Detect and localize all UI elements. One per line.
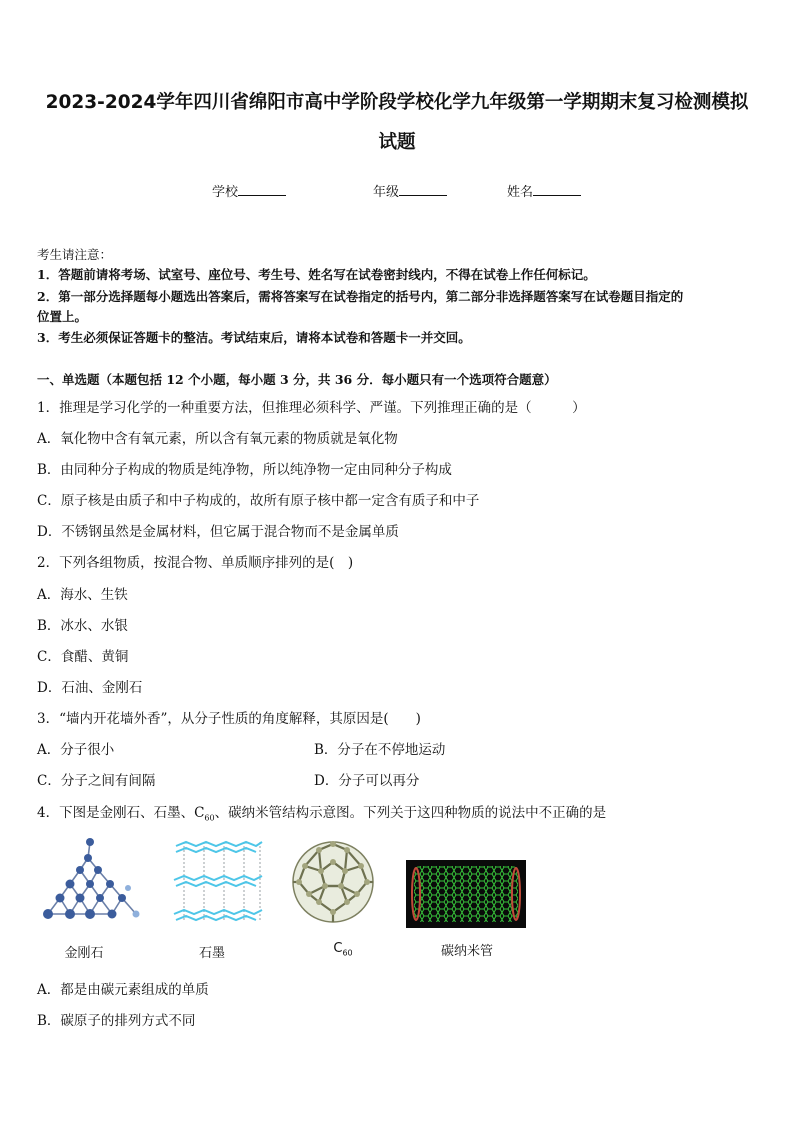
name-field[interactable]: 姓名 [507, 181, 581, 200]
q1-option-c[interactable]: C．原子核是由质子和中子构成的，故所有原子核中都一定含有质子和中子 [37, 493, 480, 509]
c60-caption: $C_{60}$ [333, 941, 353, 958]
notice-item: 位置上。 [37, 309, 88, 324]
q4-option-a[interactable]: A．都是由碳元素组成的单质 [37, 982, 209, 998]
school-blank[interactable] [238, 183, 286, 196]
name-blank[interactable] [533, 183, 581, 196]
school-field[interactable]: 学校 [212, 181, 286, 200]
page-title-continued: 试题 [378, 132, 416, 153]
q3-option-d[interactable]: D．分子可以再分 [314, 773, 420, 789]
q3-option-b[interactable]: B．分子在不停地运动 [314, 742, 446, 758]
question-1-stem: 1．推理是学习化学的一种重要方法，但推理必须科学、严谨。下列推理正确的是（ ） [37, 400, 586, 416]
q3-option-a[interactable]: A．分子很小 [37, 742, 115, 758]
notice-item: 1．答题前请将考场、试室号、座位号、考生号、姓名写在试卷密封线内，不得在试卷上作任何标记。 [37, 267, 596, 282]
q2-option-a[interactable]: A．海水、生铁 [37, 587, 128, 603]
carbon-nanotube-image [406, 860, 526, 928]
q1-option-a[interactable]: A．氧化物中含有氧元素，所以含有氧元素的物质就是氧化物 [37, 431, 398, 447]
graphite-caption: 石墨 [198, 946, 225, 961]
notice-item: 3．考生必须保证答题卡的整洁。考试结束后，请将本试卷和答题卡一并交回。 [37, 330, 471, 345]
q3-option-c[interactable]: C．分子之间有间隔 [37, 773, 156, 789]
notice-heading: 考生请注意： [37, 247, 113, 262]
section-heading: 一、单选题（本题包括 12 个小题，每小题 3 分，共 36 分．每小题只有一个选项符合题意） [37, 372, 557, 387]
q2-option-b[interactable]: B．冰水、水银 [37, 618, 128, 634]
q2-option-d[interactable]: D．石油、金刚石 [37, 680, 143, 696]
grade-blank[interactable] [399, 183, 447, 196]
c60-fullerene-image [285, 836, 381, 928]
page-title: 2023-2024学年四川省绵阳市高中学阶段学校化学九年级第一学期期末复习检测模拟 [45, 92, 749, 113]
nanotube-caption: 碳纳米管 [440, 944, 493, 959]
q4-option-b[interactable]: B．碳原子的排列方式不同 [37, 1013, 196, 1029]
graphite-layers-image [170, 836, 266, 928]
question-4-stem: 4．下图是金刚石、石墨、$C_{60}$、碳纳米管结构示意图。下列关于这四种物质的说法中不正确的是 [37, 805, 607, 823]
question-2-stem: 2．下列各组物质，按混合物、单质顺序排列的是( ) [37, 555, 354, 571]
notice-item: 2．第一部分选择题每小题选出答案后，需将答案写在试卷指定的括号内，第二部分非选择题答案写在试卷题目指定的 [37, 289, 684, 304]
q1-option-d[interactable]: D．不锈钢虽然是金属材料，但它属于混合物而不是金属单质 [37, 524, 399, 540]
grade-field[interactable]: 年级 [373, 181, 447, 200]
diamond-lattice-image [40, 836, 144, 928]
q2-option-c[interactable]: C．食醋、黄铜 [37, 649, 129, 665]
question-3-stem: 3．“墙内开花墙外香”，从分子性质的角度解释，其原因是( ) [37, 711, 421, 727]
q1-option-b[interactable]: B．由同种分子构成的物质是纯净物，所以纯净物一定由同种分子构成 [37, 462, 452, 478]
diamond-caption: 金刚石 [64, 946, 104, 961]
